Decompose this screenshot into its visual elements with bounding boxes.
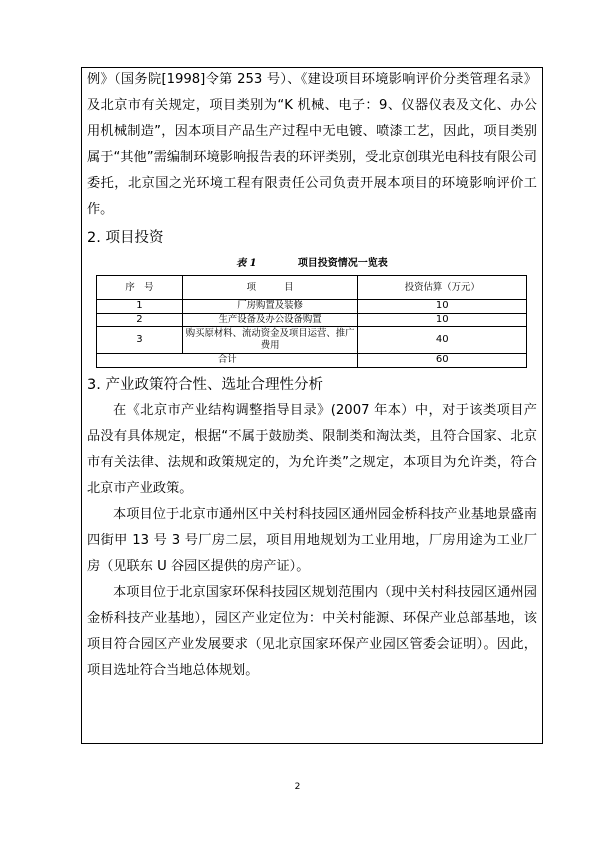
table-row: [97, 300, 527, 314]
table-caption-number: 表 1: [236, 258, 257, 269]
total-label: 合计: [97, 354, 358, 368]
section-3-heading: 3. 产业政策符合性、选址合理性分析: [87, 376, 323, 393]
row-no: 1: [97, 300, 183, 314]
intro-paragraph: 例》（国务院[1998]令第 253 号）、《建设项目环境影响评价分类管理名录》及北京市有关规定，项目类别为“K 机械、电子：9、仪器仪表及文化、办公用机械制造”，因本项目产品生产过程中无电镀、喷漆工艺，因此，项目类别属于“其他”需编制环境影响报告表的环评类别，受北京创琪光电科技有限公司委托，北京国之光环境工程有限责任公司负责开展本项目的环境影响评价工作。: [87, 72, 537, 217]
row-item: 购买原材料、流动资金及项目运营、推广费用: [182, 327, 358, 354]
header-amount: 投资估算（万元）: [358, 276, 527, 300]
investment-table: [96, 275, 527, 368]
table-caption-title: 项目投资情况一览表: [297, 258, 388, 269]
document-body: [87, 67, 537, 684]
header-no: 序 号: [97, 276, 183, 300]
section-3-paragraph-2: 本项目位于北京市通州区中关村科技园区通州园金桥科技产业基地景盛南四街甲 13 号 3 号厂房二层，项目用地规划为工业用地，厂房用途为工业厂房（见联东 U 谷园区提供的房产证）。: [87, 506, 537, 574]
section-2-heading: 2. 项目投资: [87, 230, 164, 246]
table-row: [97, 327, 527, 354]
header-item: 项 目: [182, 276, 358, 300]
row-no: 3: [97, 327, 183, 354]
table-caption: [87, 257, 537, 271]
table-header-row: [97, 276, 527, 300]
page-number: 2: [294, 782, 301, 792]
row-amount: 10: [358, 300, 527, 314]
total-value: 60: [358, 354, 527, 368]
row-no: 2: [97, 313, 183, 327]
table-row: [97, 313, 527, 327]
row-amount: 10: [358, 313, 527, 327]
section-3-paragraph-3: 本项目位于北京国家环保科技园区规划范围内（现中关村科技园区通州园金桥科技产业基地），园区产业定位为：中关村能源、环保产业总部基地，该项目符合园区产业发展要求（见北京国家环保产业园区管委会证明）。因此，项目选址符合当地总体规划。: [87, 584, 537, 678]
row-item: 厂房购置及装修: [182, 300, 358, 314]
table-total-row: [97, 354, 527, 368]
section-3-paragraph-1: 在《北京市产业结构调整指导目录》(2007 年本）中，对于该类项目产品没有具体规定，根据“不属于鼓励类、限制类和淘汰类，且符合国家、北京市有关法律、法规和政策规定的，为允许类”之规定，本项目为允许类，符合北京市产业政策。: [87, 402, 537, 496]
row-item: 生产设备及办公设备购置: [182, 313, 358, 327]
row-amount: 40: [358, 327, 527, 354]
